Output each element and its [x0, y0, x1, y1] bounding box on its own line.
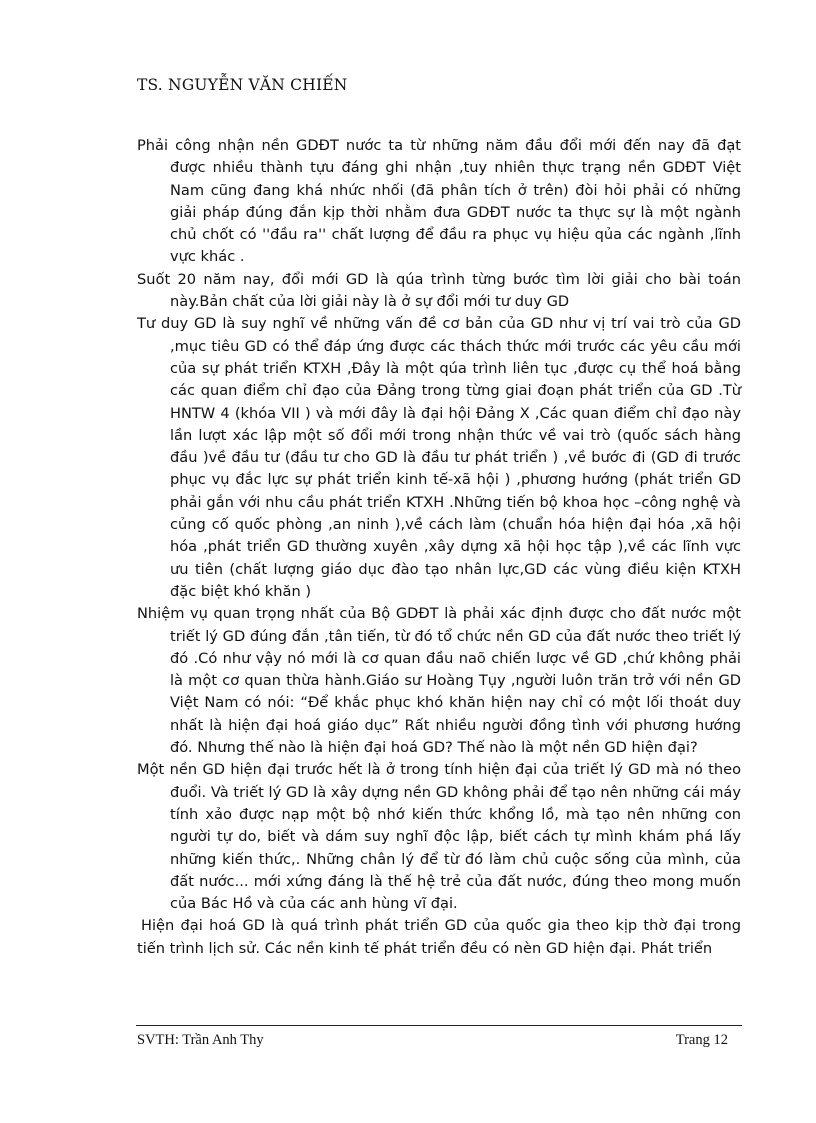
paragraph-4: Nhiệm vụ quan trọng nhất của Bộ GDĐT là phải xác định được cho đất nước một triết lý GD đúng đắn ,tân tiến, từ đó tổ chức nền GD của đất nước theo triết lý đó .Có như vậy nó mới là cơ quan đầu naõ chiến lược về GD ,chứ không phải là một cơ quan thừa hành.Giáo sư Hoàng Tụy ,người luôn trăn trở với nền GD Việt Nam có nói: “Để khắc phục khó khăn hiện nay chỉ có một lối thoát duy nhất là hiện đại hoá giáo dục” Rất nhiều người đồng tình với phương hướng đó. Nhưng thế nào là hiện đại hoá GD? Thế nào là một nền GD hiện đại? — [137, 605, 741, 757]
footer-student-name: SVTH: Trần Anh Thy — [137, 1032, 264, 1048]
footer-divider — [136, 1025, 742, 1026]
page-header-author: TS. NGUYỄN VĂN CHIẾN — [137, 76, 348, 94]
footer-page-number: Trang 12 — [675, 1032, 728, 1048]
paragraph-2: Suốt 20 năm nay, đổi mới GD là qúa trình từng bước tìm lời giải cho bài toán này.Bản chất của lời giải này là ở sự đổi mới tư duy GD — [137, 270, 741, 311]
paragraph-3: Tư duy GD là suy nghĩ về những vấn đề cơ bản của GD như vị trí vai trò của GD ,mục tiêu GD có thể đáp ứng được các thách thức mới trước các yêu cầu mới của sự phát triển KTXH ,Đây là một qúa trình liên tục ,được cụ thể hoá bằng các quan điểm chỉ đạo của Đảng trong từng giai đoạn phát triển của GD .Từ HNTW 4 (khóa VII ) và mới đây là đại hội Đảng X ,Các quan điểm chỉ đạo này lần lượt xác lập một số đổi mới trong nhận thức về vai trò (quốc sách hàng đầu )về đầu tư (đầu tư cho GD là đầu tư phát triển ) ,về bước đi (GD đi trước phục vụ đắc lực sự phát triển kinh tế-xã hội ) ,phương hướng (phát triển GD phải gắn với nhu cầu phát triển KTXH .Những tiến bộ khoa học –công nghệ và củng cố quốc phòng ,an ninh ),về cách làm (chuẩn hóa hiện đại hóa ,xã hội hóa ,phát triển GD thường xuyên ,xây dựng xã hội học tập ),về các lĩnh vực ưu tiên (chất lượng giáo dục đào tạo nhân lực,GD các vùng điều kiện KTXH đặc biệt khó khăn ) — [137, 315, 741, 600]
paragraph-1: Phải công nhận nền GDĐT nước ta từ những năm đầu đổi mới đến nay đã đạt được nhiều thành tựu đáng ghi nhận ,tuy nhiên thực trạng nền GDĐT Việt Nam cũng đang khá nhức nhối (đã phân tích ở trên) đòi hỏi phải có những giải pháp đúng đắn kịp thời nhằm đưa GDĐT nước ta thực sự là một ngành chủ chốt có ''đầu ra'' chất lượng để đầu ra phục vụ hiệu qủa các ngành ,lĩnh vực khác . — [137, 137, 741, 266]
paragraph-6: Hiện đại hoá GD là quá trình phát triển GD của quốc gia theo kịp thờ đại trong tiến trình lịch sử. Các nền kinh tế phát triển đều có nèn GD hiện đại. Phát triển — [137, 917, 741, 957]
paragraph-5: Một nền GD hiện đại trước hết là ở trong tính hiện đại của triết lý GD mà nó theo đuổi. Và triết lý GD là xây dựng nền GD không phải để tạo nên những cái máy tính xảo được nạp một bộ nhớ kiến thức khổng lồ, mà tạo nên những con người tự do, biết và dám suy nghĩ độc lập, biết cách tự mình khám phá lấy những kiến thức,. Những chân lý để từ đó làm chủ cuộc sống của mình, của đất nước... mới xứng đáng là thế hệ trẻ của đất nước, đúng theo mong muốn của Bác Hồ và của các anh hùng vĩ đại. — [137, 761, 741, 913]
body-text — [137, 135, 741, 960]
